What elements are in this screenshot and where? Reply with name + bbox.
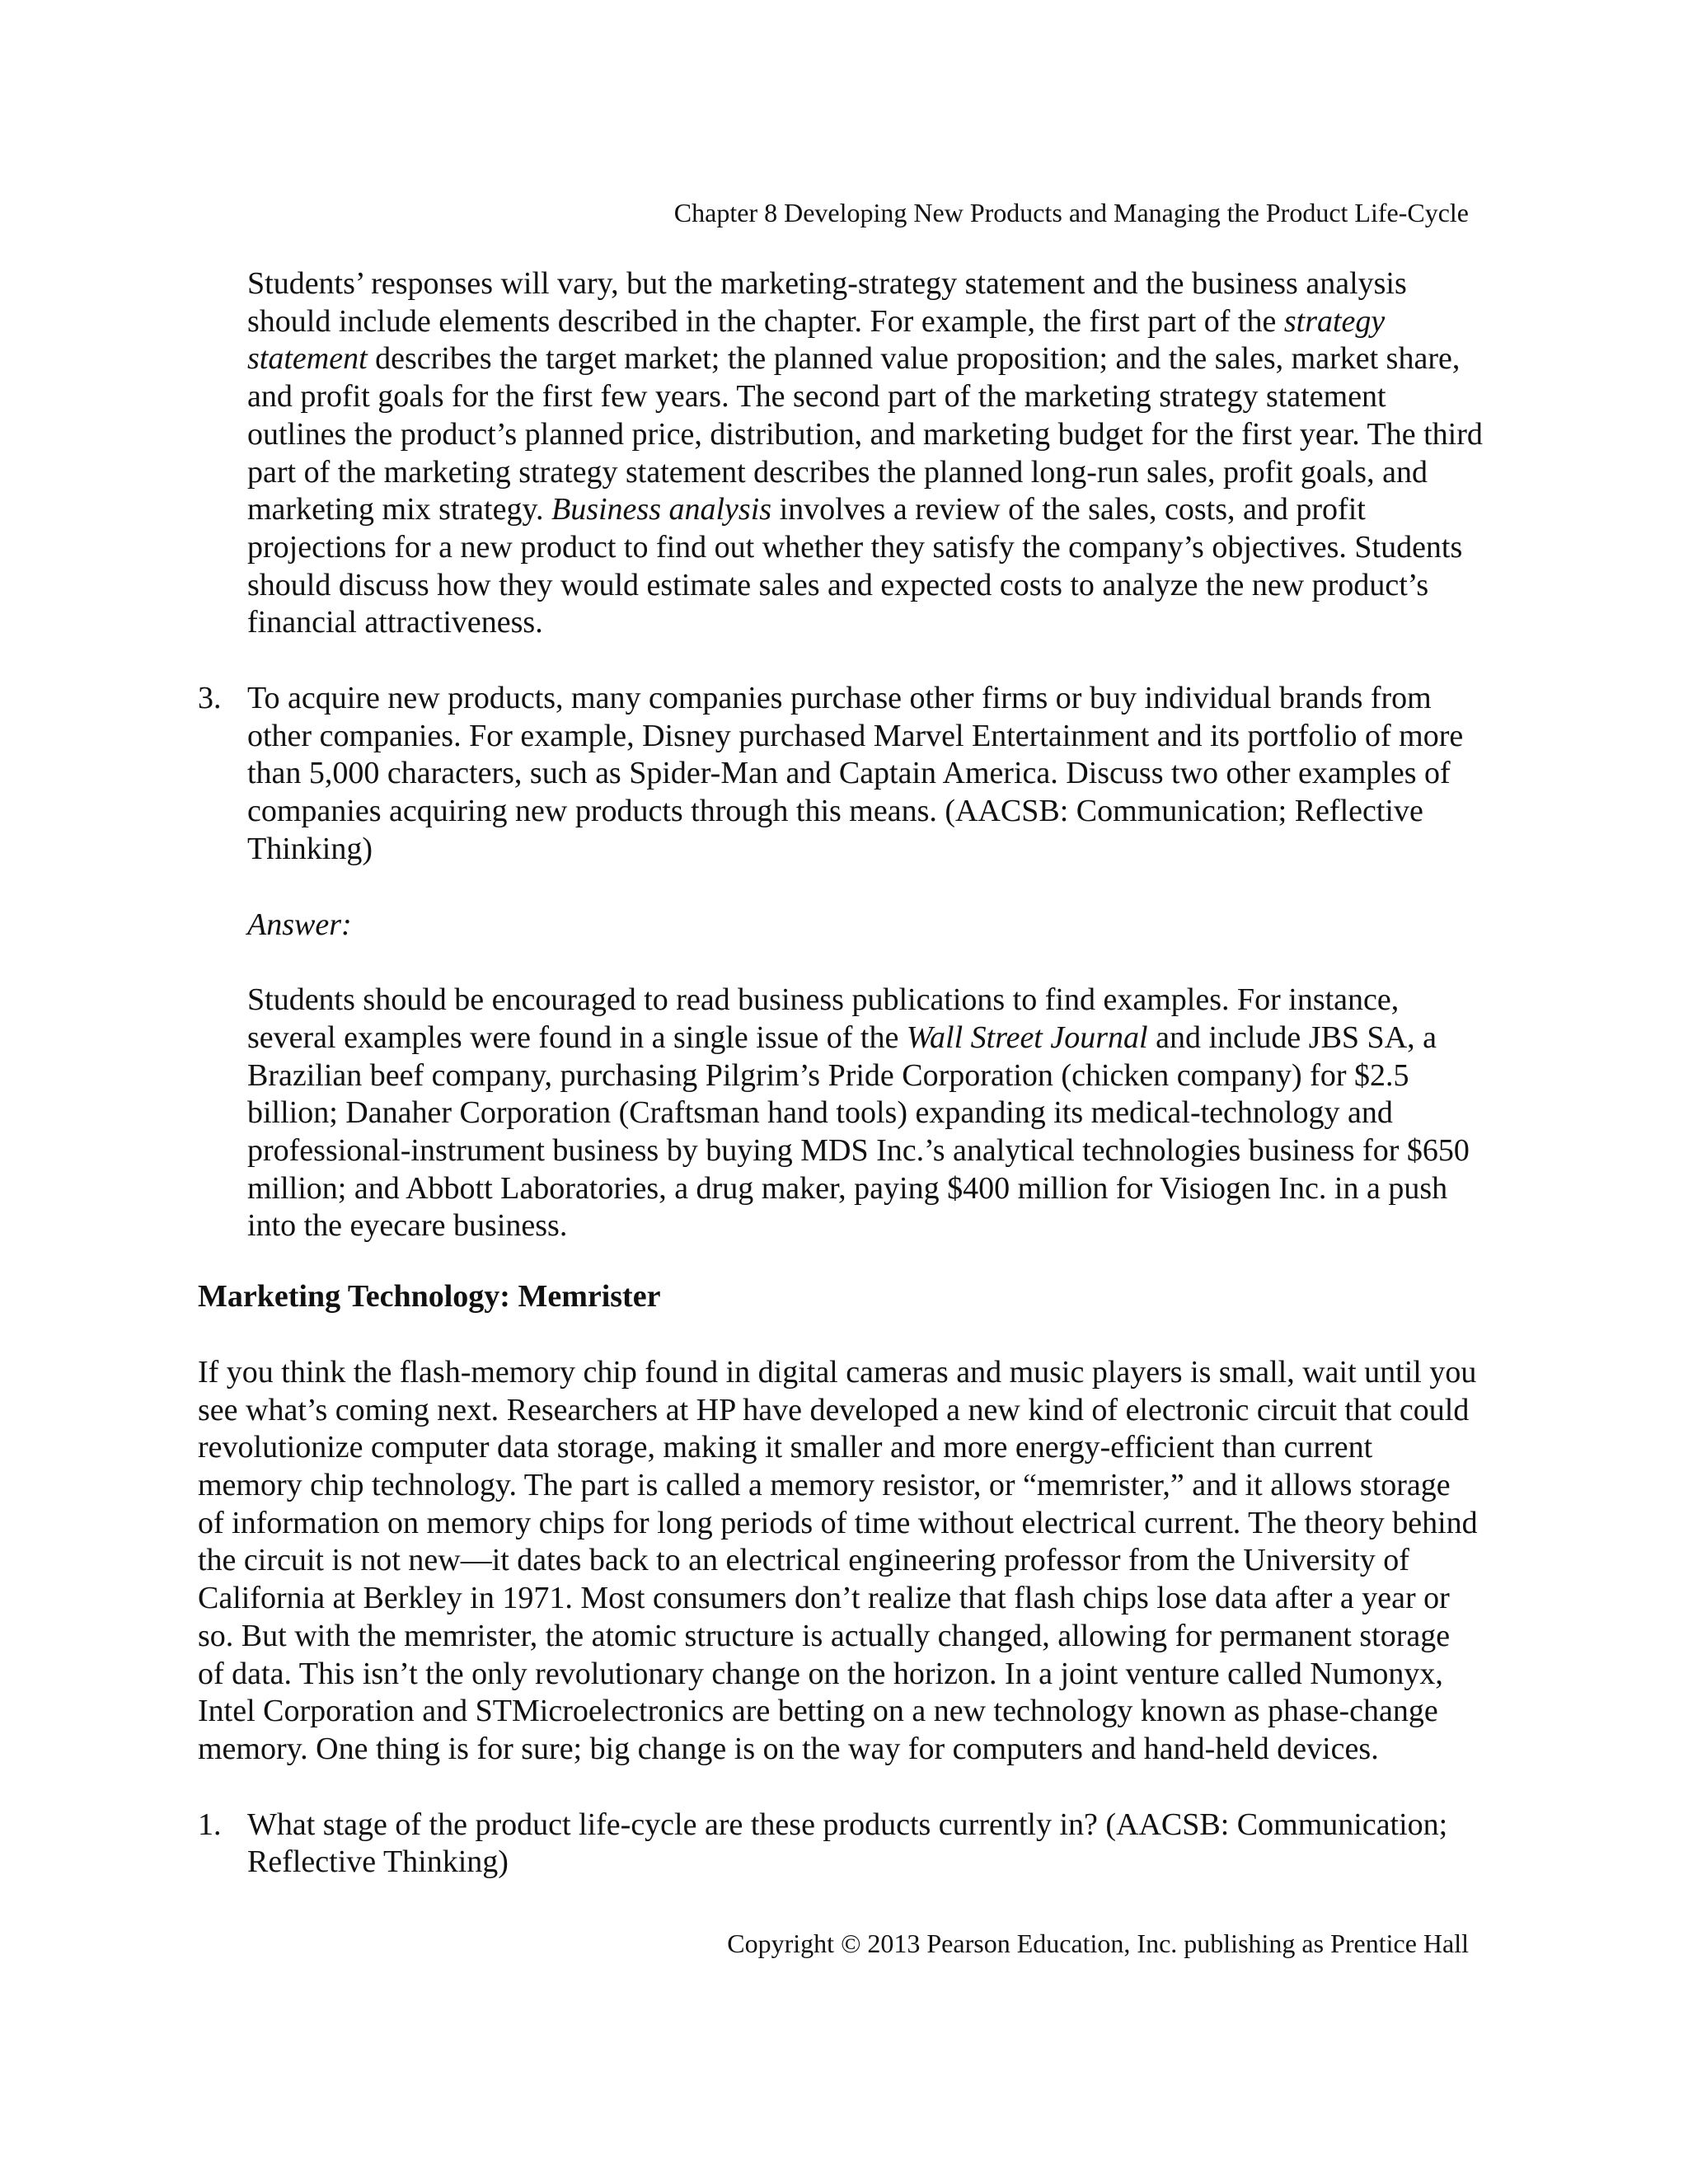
answer-text-part: Students’ responses will vary, but the marketing-strategy statement and the business analysis should include elements described in the chapter. For example, the first part of the [247,266,1407,339]
question-text: What stage of the product life-cycle are these products currently in? (AACSB: Communication; Reflective Thinking) [247,1807,1448,1880]
section-heading: Marketing Technology: Memrister [198,1279,661,1315]
question-text: To acquire new products, many companies purchase other firms or buy individual brands from other companies. For example, Disney purchased Marvel Entertainment and its portfolio of more than 5,000 characters, such as Spider-Man and Captain America. Discuss two other examples of companies acquiring new products through this means. (AACSB: Communication; Reflective Thinking) [247,681,1464,866]
running-header: Chapter 8 Developing New Products and Managing the Product Life-Cycle [673,198,1469,227]
emphasis-business-analysis: Business analysis [551,492,772,527]
answer-text-part: describes the target market; the planned value proposition; and the sales, market share, and profit goals for the first few years. The second part of the marketing strategy statement outlines the product’s planned price, distribution, and marketing budget for the first year. The third part of the marketing strategy statement describes the planned long-run sales, profit goals, and marketing mix strategy. [247,341,1483,527]
question-3 [198,680,1484,869]
copyright-footer: Copyright © 2013 Pearson Education, Inc. publishing as Prentice Hall [727,1929,1469,1958]
answer-label-text: Answer: [247,907,352,942]
question-number: 1. [198,1807,222,1842]
answer-text-part: involves a review of the sales, costs, and profit projections for a new product to find out whether they satisfy the company’s objectives. Students should discuss how they would estimate sales and expected costs to analyze the new product’s financial attractiveness. [247,492,1463,640]
answer-paragraph [198,265,1484,642]
answer-text-part: and include JBS SA, a Brazilian beef company, purchasing Pilgrim’s Pride Corporation (chicken company) for $2.5 billion; Danaher Corporation (Craftsman hand tools) expanding its medical-technology and professional-instrument business by buying MDS Inc.’s analytical technologies business for $650 million; and Abbott Laboratories, a drug maker, paying $400 million for Visiogen Inc. in a push into the eyecare business. [247,1019,1470,1244]
section-body: If you think the flash-memory chip found in digital cameras and music players is small, wait until you see what’s coming next. Researchers at HP have developed a new kind of electronic circuit that could revolutionize computer data storage, making it smaller and more energy-efficient than current memory chip technology. The part is called a memory resistor, or “memrister,” and it allows storage of information on memory chips for long periods of time without electrical current. The theory behind the circuit is not new—it dates back to an electrical engineering professor from the University of California at Berkley in 1971. Most consumers don’t realize that flash chips lose data after a year or so. But with the memrister, the atomic structure is actually changed, allowing for permanent storage of data. This isn’t the only revolutionary change on the horizon. In a joint venture called Numonyx, Intel Corporation and STMicroelectronics are betting on a new technology known as phase-change memory. One thing is for sure; big change is on the way for computers and hand-held devices. [198,1354,1478,1766]
question-number: 3. [198,681,222,716]
question-1 [198,1807,1484,1882]
answer-paragraph [198,982,1484,1245]
emphasis-strategy-statement: strategy statement [247,303,1386,377]
page-content [198,265,1484,1882]
answer-label [198,907,1484,944]
answer-text-part: Students should be encouraged to read business publications to find examples. For instance, several examples were found in a single issue of the [247,982,1400,1055]
emphasis-wall-street-journal: Wall Street Journal [906,1019,1148,1055]
